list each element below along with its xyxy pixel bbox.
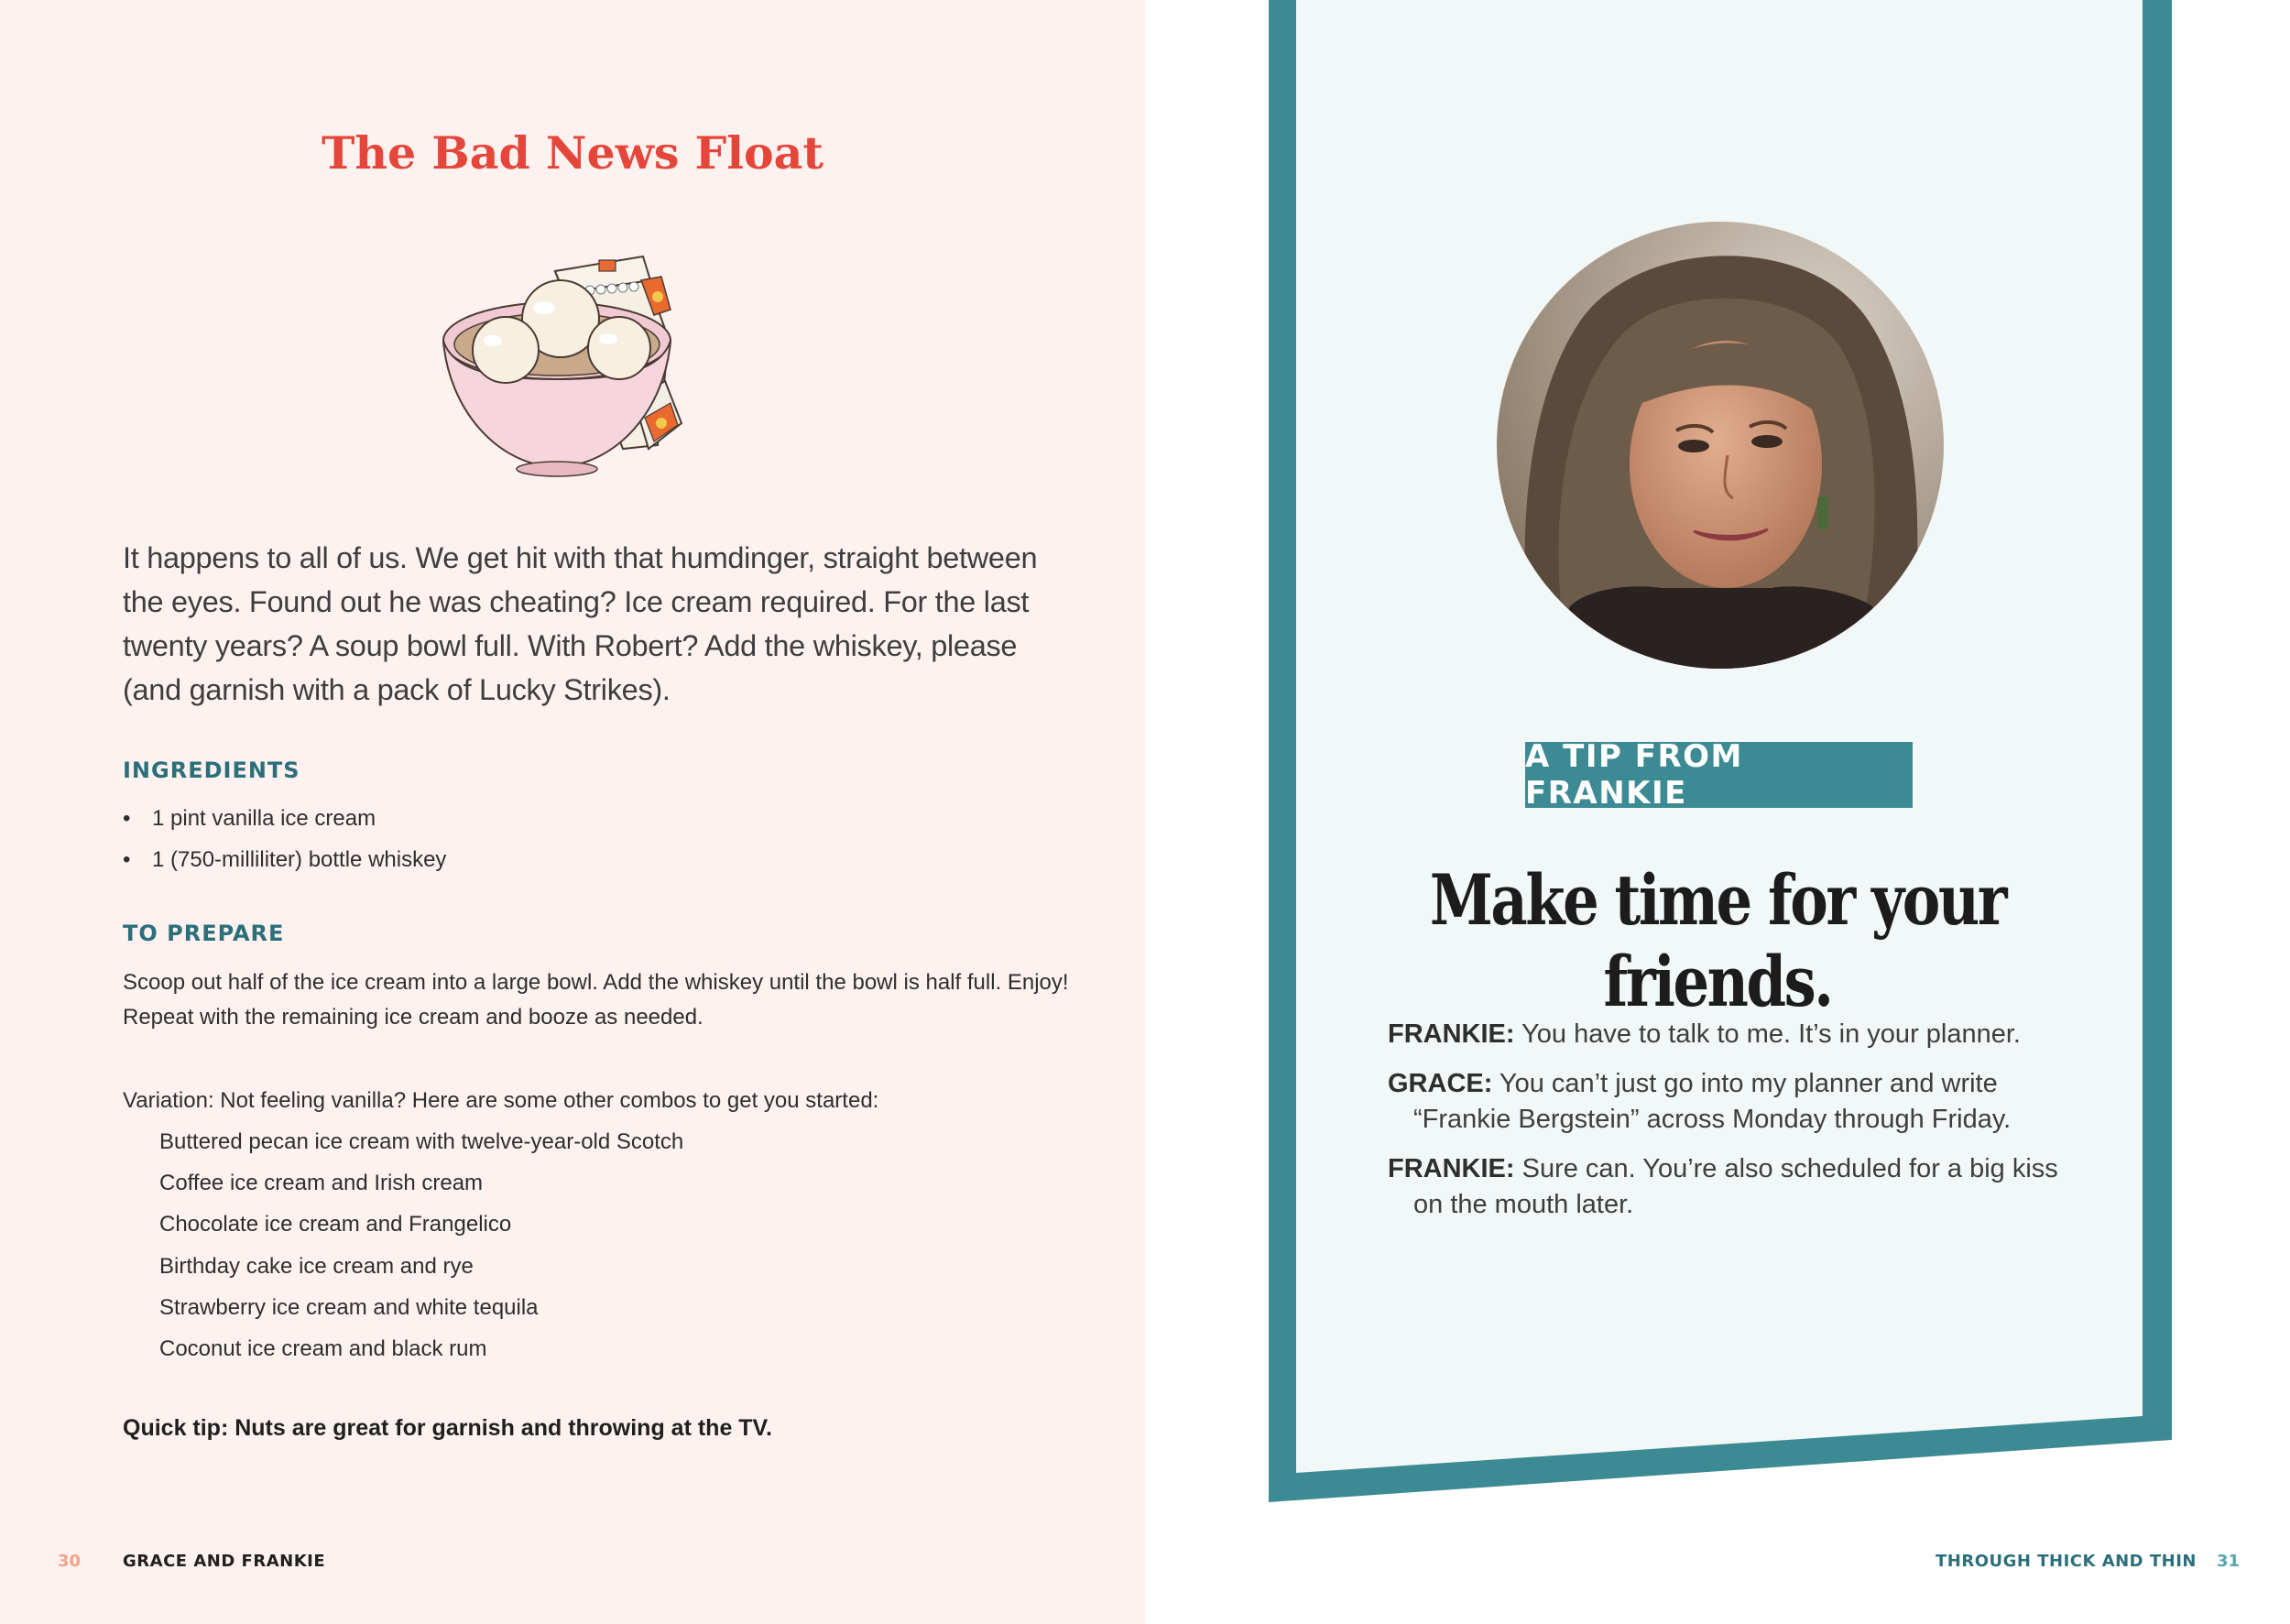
ice-cream-bowl-illustration xyxy=(442,253,691,480)
list-item: Chocolate ice cream and Frangelico xyxy=(159,1212,512,1237)
dialog-text: You have to talk to me. It’s in your planner. xyxy=(1514,1019,2021,1049)
combos-list xyxy=(159,1125,683,1373)
list-item: • 1 pint vanilla ice cream xyxy=(123,802,446,844)
portrait-image xyxy=(1497,222,1944,669)
running-title-right: THROUGH THICK AND THIN xyxy=(1936,1552,2197,1571)
page-number-left: 30 xyxy=(58,1552,82,1571)
list-item: Coconut ice cream and black rum xyxy=(159,1335,487,1361)
variation-intro: Variation: Not feeling vanilla? Here are some other combos to get you started: xyxy=(123,1088,879,1113)
dialog-line xyxy=(1388,1151,2084,1223)
dialog-block xyxy=(1388,1017,2084,1237)
quick-tip: Quick tip: Nuts are great for garnish and throwing at the TV. xyxy=(123,1415,772,1441)
dialog-text: You can’t just go into my planner and write “Frankie Bergstein” across Monday through Friday. xyxy=(1413,1069,2012,1134)
dialog-line xyxy=(1388,1066,2084,1138)
prepare-paragraph: Scoop out half of the ice cream into a large bowl. Add the whiskey until the bowl is half full. Enjoy! Repeat with the remaining ice cream and booze as needed. xyxy=(123,970,1069,1030)
speaker-label: FRANKIE: xyxy=(1388,1154,1515,1183)
ingredients-list xyxy=(123,802,446,885)
intro-paragraph: It happens to all of us. We get hit with that humdinger, straight between the eyes. Found out he was cheating? Ice cream required. For the last twenty years? A soup bowl full. With Robert? Add the whiskey, please (and garnish with a pack of Lucky Strikes). xyxy=(123,541,1038,706)
frankie-portrait xyxy=(1497,222,1944,669)
list-item: Strawberry ice cream and white tequila xyxy=(159,1294,539,1320)
speaker-label: FRANKIE: xyxy=(1388,1019,1515,1049)
speaker-label: GRACE: xyxy=(1388,1069,1493,1098)
running-title-left: GRACE AND FRANKIE xyxy=(123,1552,326,1571)
tip-headline: Make time for your friends. xyxy=(1429,859,2006,1022)
dialog-line xyxy=(1388,1017,2084,1052)
list-item: Buttered pecan ice cream with twelve-year-old Scotch xyxy=(159,1129,684,1154)
dialog-text: Sure can. You’re also scheduled for a big kiss on the mouth later. xyxy=(1413,1154,2058,1219)
page-number-right: 31 xyxy=(2217,1552,2241,1571)
recipe-title: The Bad News Float xyxy=(321,126,824,180)
ingredients-heading: INGREDIENTS xyxy=(123,758,300,783)
list-item: • 1 (750-milliliter) bottle whiskey xyxy=(123,844,446,885)
prepare-heading: TO PREPARE xyxy=(123,921,285,946)
list-item: Birthday cake ice cream and rye xyxy=(159,1253,474,1279)
tip-badge: A TIP FROM FRANKIE xyxy=(1525,742,1913,808)
list-item: Coffee ice cream and Irish cream xyxy=(159,1171,484,1196)
